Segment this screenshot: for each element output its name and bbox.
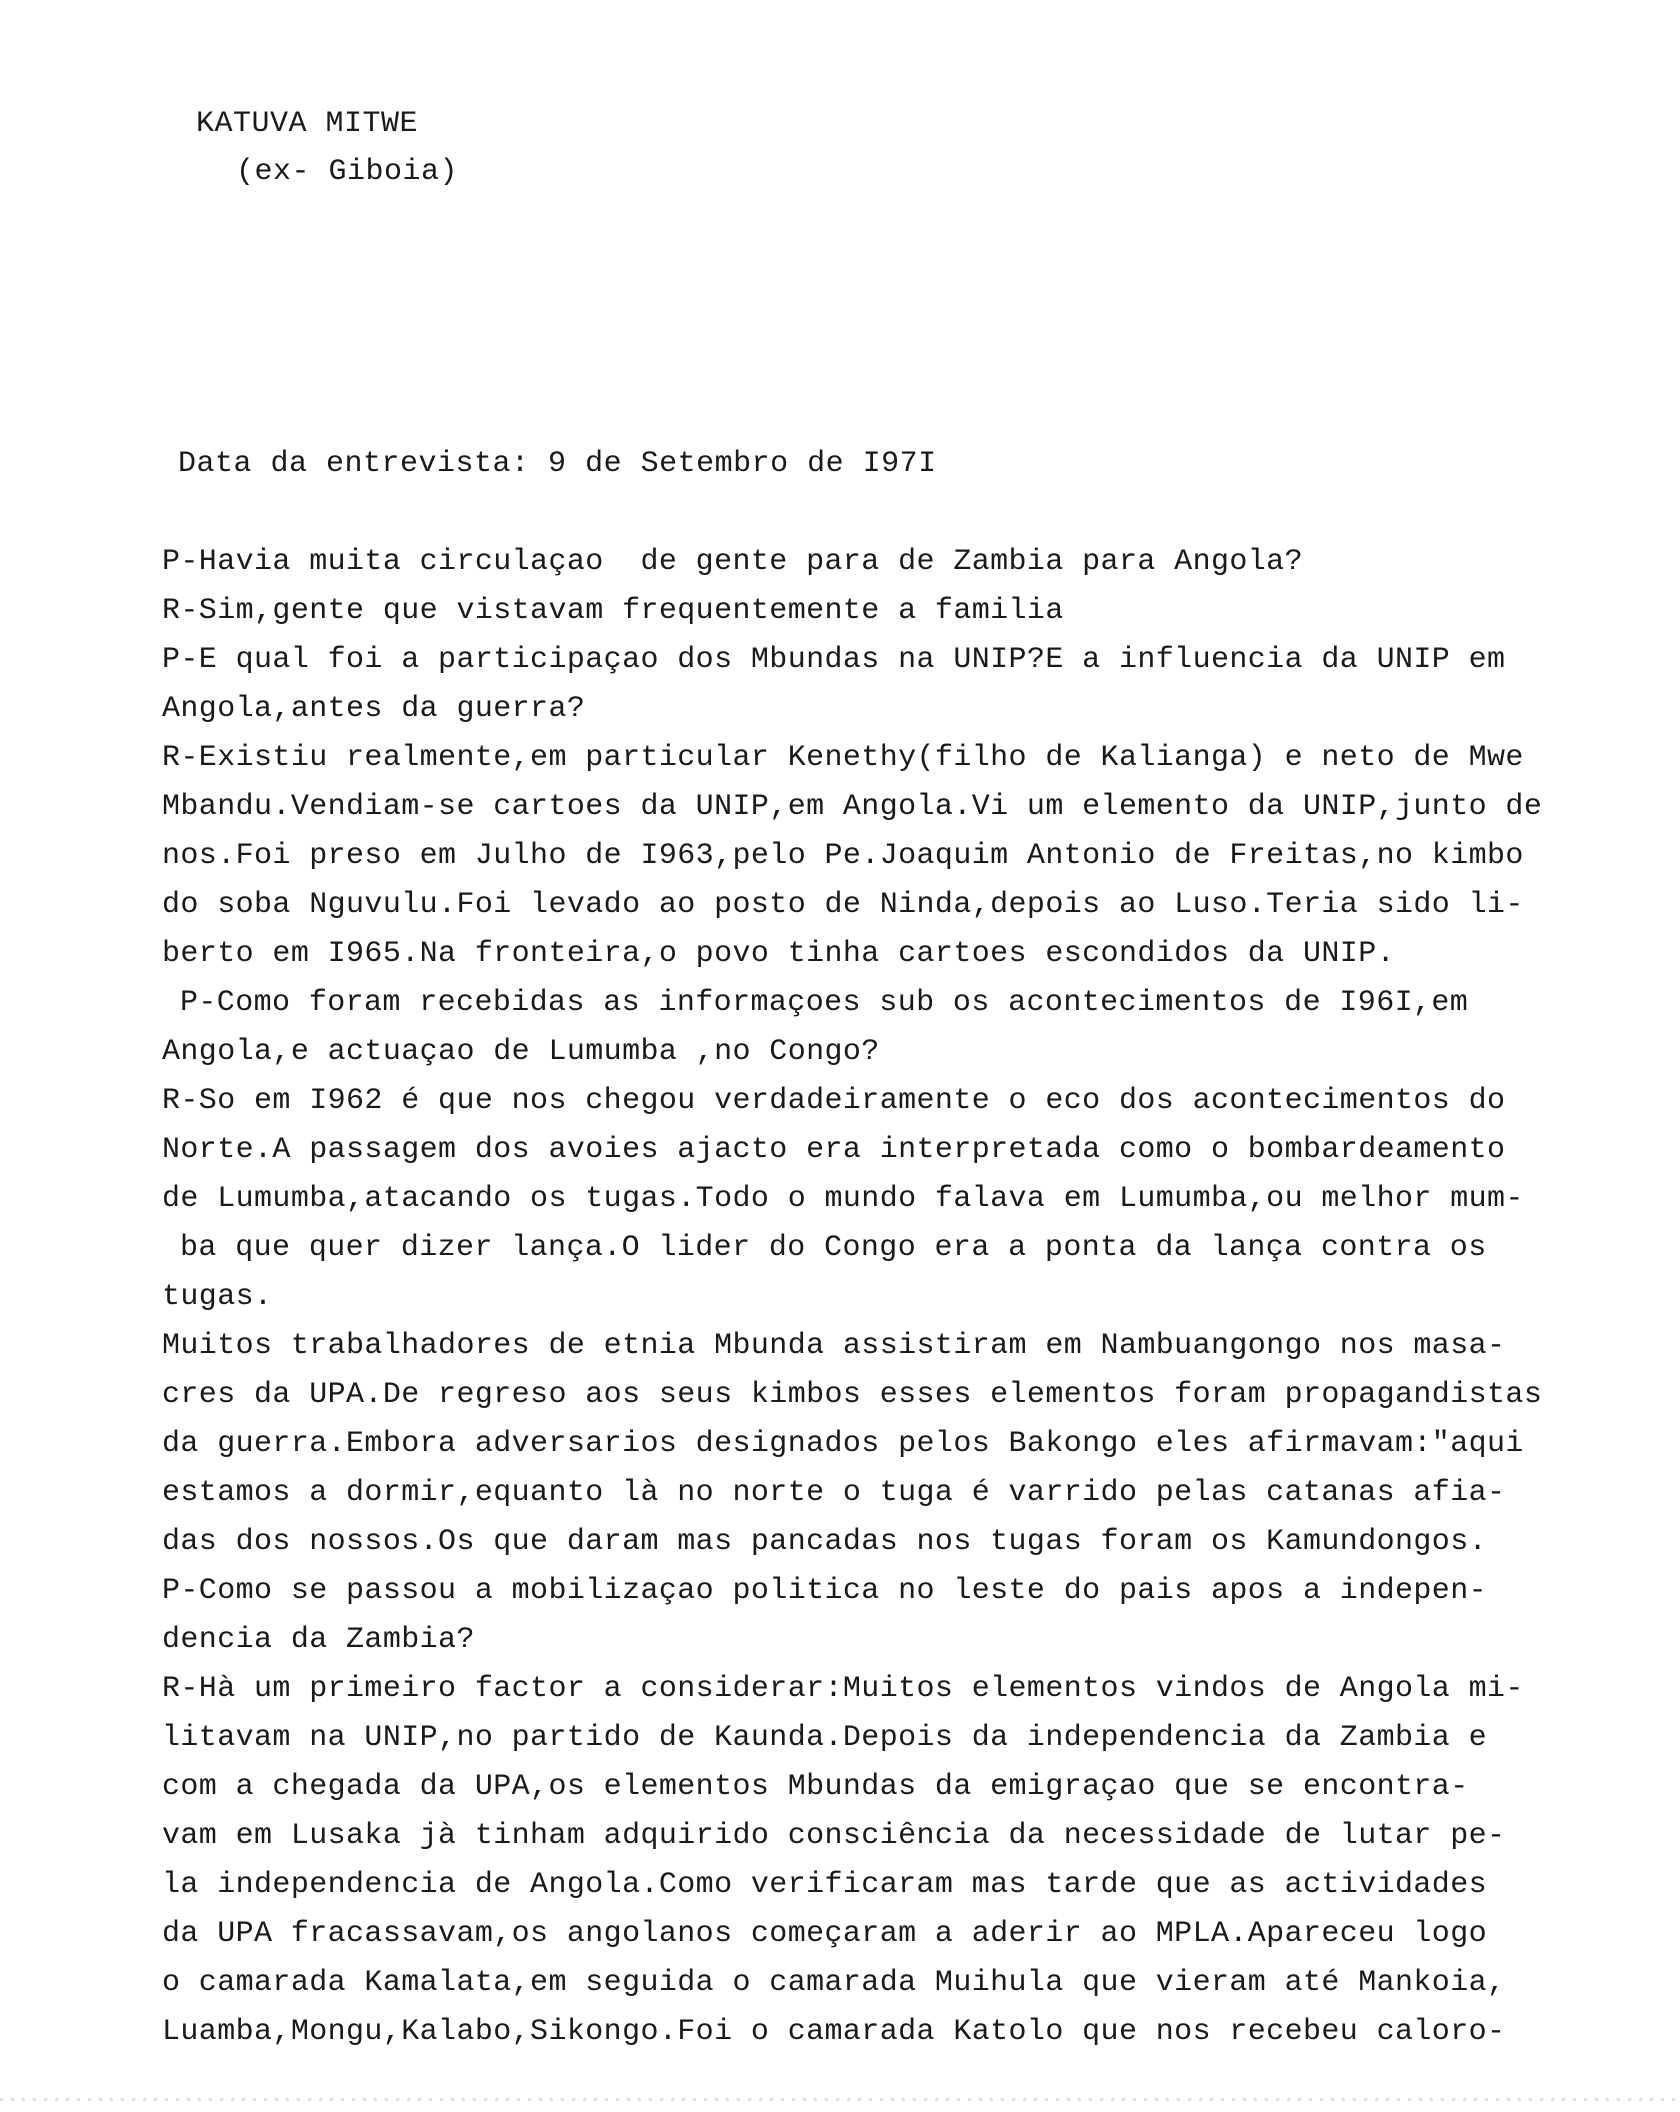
transcript-line: cres da UPA.De regreso aos seus kimbos esses elementos foram propagandistas <box>162 1378 1543 1412</box>
transcript-line: berto em I965.Na fronteira,o povo tinha cartoes escondidos da UNIP. <box>162 937 1395 971</box>
scan-edge-noise <box>0 2098 1680 2101</box>
transcript-line: de Lumumba,atacando os tugas.Todo o mundo falava em Lumumba,ou melhor mum- <box>162 1182 1524 1216</box>
transcript-line: Angola,antes da guerra? <box>162 692 586 726</box>
transcript-line: la independencia de Angola.Como verificaram mas tarde que as actividades <box>162 1868 1488 1902</box>
transcript-line: do soba Nguvulu.Foi levado ao posto de Ninda,depois ao Luso.Teria sido li- <box>162 888 1524 922</box>
transcript-line: das dos nossos.Os que daram mas pancadas nos tugas foram os Kamundongos. <box>162 1525 1488 1559</box>
interviewee-name: KATUVA MITWE <box>196 107 419 141</box>
transcript-line: Angola,e actuaçao de Lumumba ,no Congo? <box>162 1035 880 1069</box>
document-header <box>196 100 458 196</box>
transcript-line: com a chegada da UPA,os elementos Mbundas da emigraçao que se encontra- <box>162 1770 1469 1804</box>
interviewee-alias: (ex- Giboia) <box>236 155 459 189</box>
transcript-line: estamos a dormir,equanto là no norte o tuga é varrido pelas catanas afia- <box>162 1476 1506 1510</box>
transcript-line: R-So em I962 é que nos chegou verdadeiramente o eco dos acontecimentos do <box>162 1084 1506 1118</box>
transcript-line: P-E qual foi a participaçao dos Mbundas na UNIP?E a influencia da UNIP em <box>162 643 1506 677</box>
transcript-line: P-Como foram recebidas as informaçoes sub os acontecimentos de I96I,em <box>180 986 1469 1020</box>
transcript-line: nos.Foi preso em Julho de I963,pelo Pe.Joaquim Antonio de Freitas,no kimbo <box>162 839 1524 873</box>
transcript-line: Muitos trabalhadores de etnia Mbunda assistiram em Nambuangongo nos masa- <box>162 1329 1506 1363</box>
transcript-line: vam em Lusaka jà tinham adquirido consciência da necessidade de lutar pe- <box>162 1819 1506 1853</box>
transcript-line: da guerra.Embora adversarios designados pelos Bakongo eles afirmavam:"aqui <box>162 1427 1524 1461</box>
transcript-line: P-Como se passou a mobilizaçao politica no leste do pais apos a indepen- <box>162 1574 1488 1608</box>
transcript-line: R-Existiu realmente,em particular Kenethy(filho de Kalianga) e neto de Mwe <box>162 741 1524 775</box>
transcript-line: P-Havia muita circulaçao de gente para de Zambia para Angola? <box>162 545 1303 579</box>
transcript-line: tugas. <box>162 1280 273 1314</box>
interview-date: Data da entrevista: 9 de Setembro de I97I <box>178 447 937 481</box>
transcript-line: Mbandu.Vendiam-se cartoes da UNIP,em Angola.Vi um elemento da UNIP,junto de <box>162 790 1543 824</box>
transcript-line: ba que quer dizer lança.O lider do Congo era a ponta da lança contra os <box>180 1231 1487 1265</box>
transcript-line: R-Sim,gente que vistavam frequentemente a familia <box>162 594 1064 628</box>
transcript-line: Luamba,Mongu,Kalabo,Sikongo.Foi o camarada Katolo que nos recebeu caloro- <box>162 2015 1506 2049</box>
transcript-line: R-Hà um primeiro factor a considerar:Muitos elementos vindos de Angola mi- <box>162 1672 1524 1706</box>
transcript-line: da UPA fracassavam,os angolanos começaram a aderir ao MPLA.Apareceu logo <box>162 1917 1488 1951</box>
transcript-line: litavam na UNIP,no partido de Kaunda.Depois da independencia da Zambia e <box>162 1721 1488 1755</box>
interview-transcript <box>162 538 1662 2057</box>
transcript-line: o camarada Kamalata,em seguida o camarada Muihula que vieram até Mankoia, <box>162 1966 1506 2000</box>
transcript-line: dencia da Zambia? <box>162 1623 475 1657</box>
transcript-line: Norte.A passagem dos avoies ajacto era interpretada como o bombardeamento <box>162 1133 1506 1167</box>
